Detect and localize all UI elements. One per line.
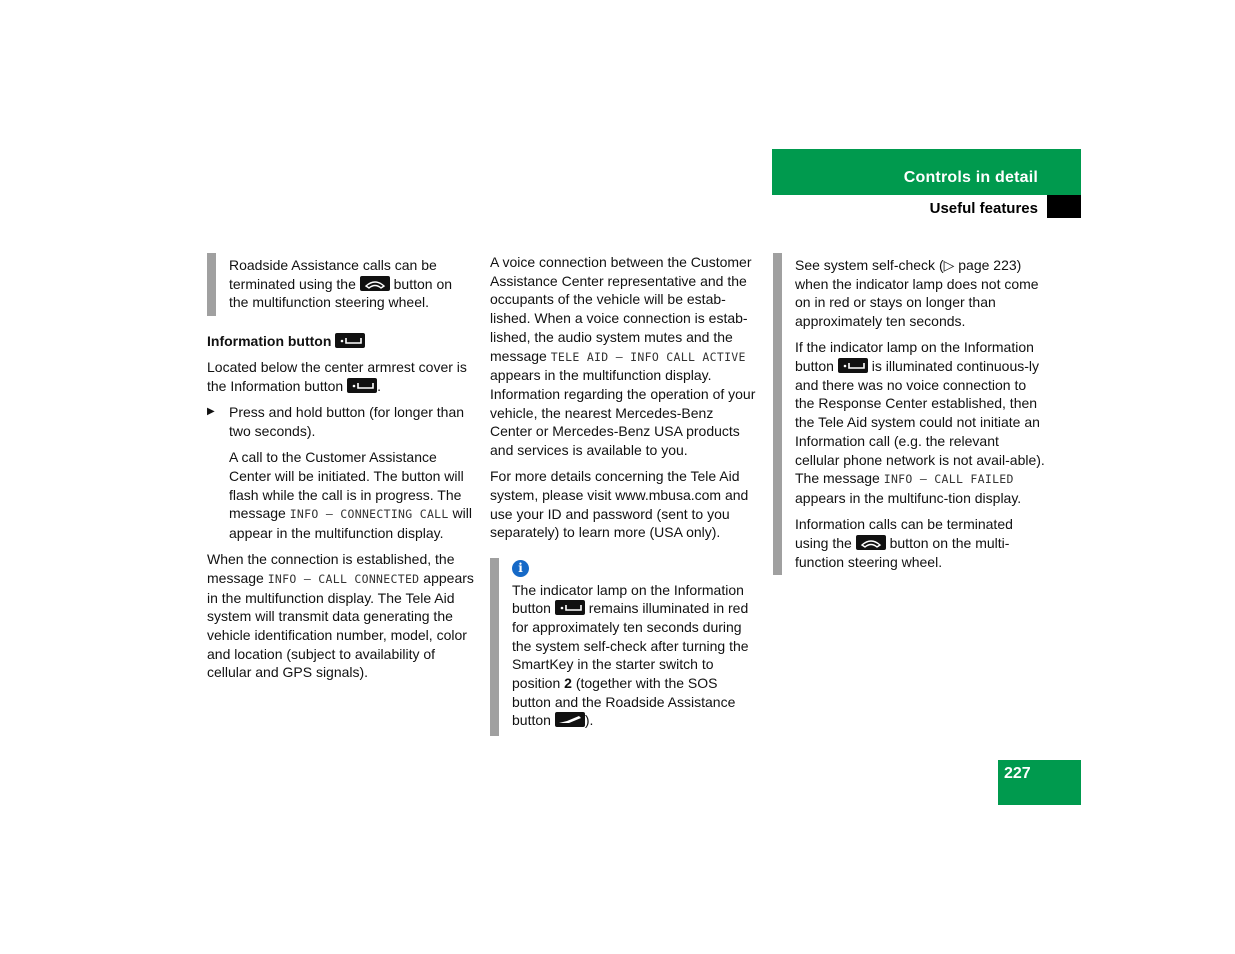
display-message: INFO – CALL FAILED [883,472,1014,487]
column-2 [490,253,756,730]
information-button-icon [838,358,868,373]
section-title: Controls in detail [903,169,1038,186]
column-1 [207,256,475,690]
page-number: 227 [1004,765,1031,782]
information-button-heading: Information button [207,332,475,351]
display-message: INFO – CONNECTING CALL [289,507,449,522]
location-paragraph: Located below the center armrest cover is the Information button . [207,359,467,395]
section-header [772,149,1081,195]
subsection-marker [1047,195,1081,218]
subsection-header [772,195,1081,218]
bullet-arrow-icon: ▶ [207,406,215,418]
display-message: INFO – CALL CONNECTED [267,571,420,586]
voice-connection-paragraph: A voice connection between the Customer Assistance Center representative and the occupants of the vehicle will be estab-lished. When a voice connection is estab-lished, the audio system mutes and the message TELE AID – INFO CALL ACTIVE appears in the multifunction display. Information regarding the operation of your vehicle, the nearest Mercedes-Benz Center or Mercedes-Benz USA products and services is available to you. [490,254,756,459]
page-number-block [998,760,1081,805]
info-icon: i [512,560,529,577]
call-failed-paragraph: If the indicator lamp on the Information button is illuminated continuous-ly and there was no voice connection to the Response Center established, then the Tele Aid system could not initiate an Information call (e.g. the relevant cellular phone network is not avail-able). The message INFO – CALL FAILED appears in the multifunc-tion display. [795,339,1045,506]
roadside-assistance-button-icon [555,712,585,727]
connection-established-paragraph: When the connection is established, the message INFO – CALL CONNECTED appears in the multifunction display. The Tele Aid system will transmit data generating the vehicle identification number, model, color and location (subject to availability of cellular and GPS signals). [207,551,474,681]
self-check-paragraph: See system self-check (▷ page 223) when the indicator lamp does not come on in red or stays on longer than approximately ten seconds. [795,257,1039,330]
hangup-button-icon [360,276,390,291]
information-button-icon [555,600,585,615]
roadside-note: Roadside Assistance calls can be terminated using the button on the multifunction steering wheel. [207,256,475,312]
column-3 [773,256,1045,571]
information-button-icon [335,333,365,348]
terminate-paragraph: Information calls can be terminated using the button on the multi-function steering wheel. [795,516,1013,570]
self-check-note [773,256,1045,571]
info-note: i The indicator lamp on the Information button remains illuminated in red for approximately ten seconds during the system self-check after turning the SmartKey in the starter switch to position 2 (together with the SOS button and the Roadside Assistance button ). [490,558,756,731]
subsection-title: Useful features [929,200,1038,217]
hangup-button-icon [856,535,886,550]
press-hold-instruction: ▶ Press and hold button (for longer than two seconds). [207,404,465,439]
information-button-icon [347,378,377,393]
call-initiated-paragraph: A call to the Customer Assistance Center will be initiated. The button will flash while the call is in progress. The message INFO – CONNECTING CALL will appear in the multifunction display. [229,449,472,541]
more-details-paragraph: For more details concerning the Tele Aid system, please visit www.mbusa.com and use your ID and password (sent to you separately) to learn more (USA only). [490,468,749,541]
display-message: TELE AID – INFO CALL ACTIVE [550,349,746,364]
